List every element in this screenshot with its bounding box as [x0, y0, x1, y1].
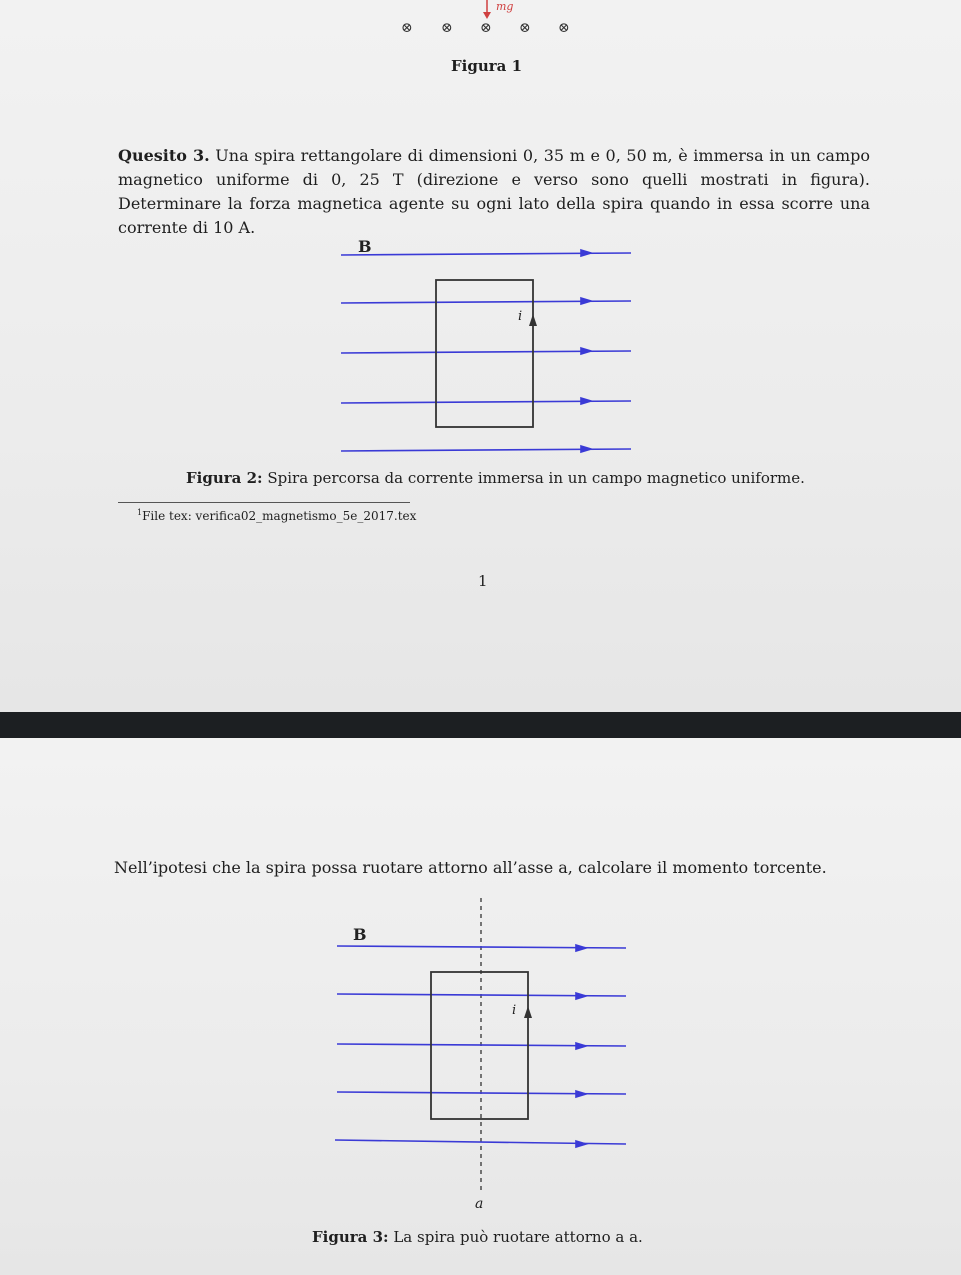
figure-3-diagram — [333, 898, 633, 1208]
force-arrow-icon — [482, 0, 492, 20]
question-3-text: Una spira rettangolare di dimensioni 0, 35 m e 0, 50 m, è immersa in un campo magnetico uniforme di 0, 25 T (direzione e verso sono quelli mostrati in figura). Determinare la forza magnetica agente su ogni lato della spira quando in essa scorre una corrente di 10 A. — [118, 146, 871, 237]
figure-3-caption-text: La spira può ruotare attorno a a. — [393, 1228, 643, 1246]
question-3 — [118, 144, 870, 240]
axis-label-a: a — [475, 1196, 484, 1212]
field-label-b: B — [353, 925, 367, 944]
current-label-i: i — [512, 1003, 517, 1018]
field-into-page-icon: ⊗ — [519, 20, 531, 36]
force-label: mg — [496, 0, 514, 13]
footnote-text: File tex: verifica02_magnetismo_5e_2017.tex — [142, 509, 417, 523]
followup-question: Nell’ipotesi che la spira possa ruotare attorno all’asse a, calcolare il momento torcente. — [114, 858, 827, 877]
current-direction-arrow-icon — [524, 1006, 532, 1018]
figure-2-diagram — [338, 240, 638, 455]
footnote-rule — [118, 502, 410, 503]
page-2 — [0, 738, 961, 1275]
question-3-heading: Quesito 3. — [118, 146, 210, 165]
page-gap — [0, 712, 961, 738]
current-direction-arrow-icon — [529, 314, 537, 326]
figure-3-caption-label: Figura 3: — [312, 1228, 389, 1246]
current-label-i: i — [518, 309, 523, 324]
field-into-page-icon: ⊗ — [441, 20, 453, 36]
footnote-mark: 1 — [137, 508, 143, 517]
field-label-b: B — [358, 237, 372, 256]
field-into-page-icon: ⊗ — [558, 20, 570, 36]
figure-3-caption — [312, 1228, 643, 1246]
footnote — [137, 508, 416, 523]
field-into-page-icon: ⊗ — [401, 20, 413, 36]
figure-2-caption — [186, 469, 805, 487]
page-number: 1 — [478, 572, 488, 590]
figure-2-caption-text: Spira percorsa da corrente immersa in un campo magnetico uniforme. — [267, 469, 805, 487]
field-into-page-icon: ⊗ — [480, 20, 492, 36]
figure-2-caption-label: Figura 2: — [186, 469, 263, 487]
figure-1-caption: Figura 1 — [451, 57, 523, 75]
